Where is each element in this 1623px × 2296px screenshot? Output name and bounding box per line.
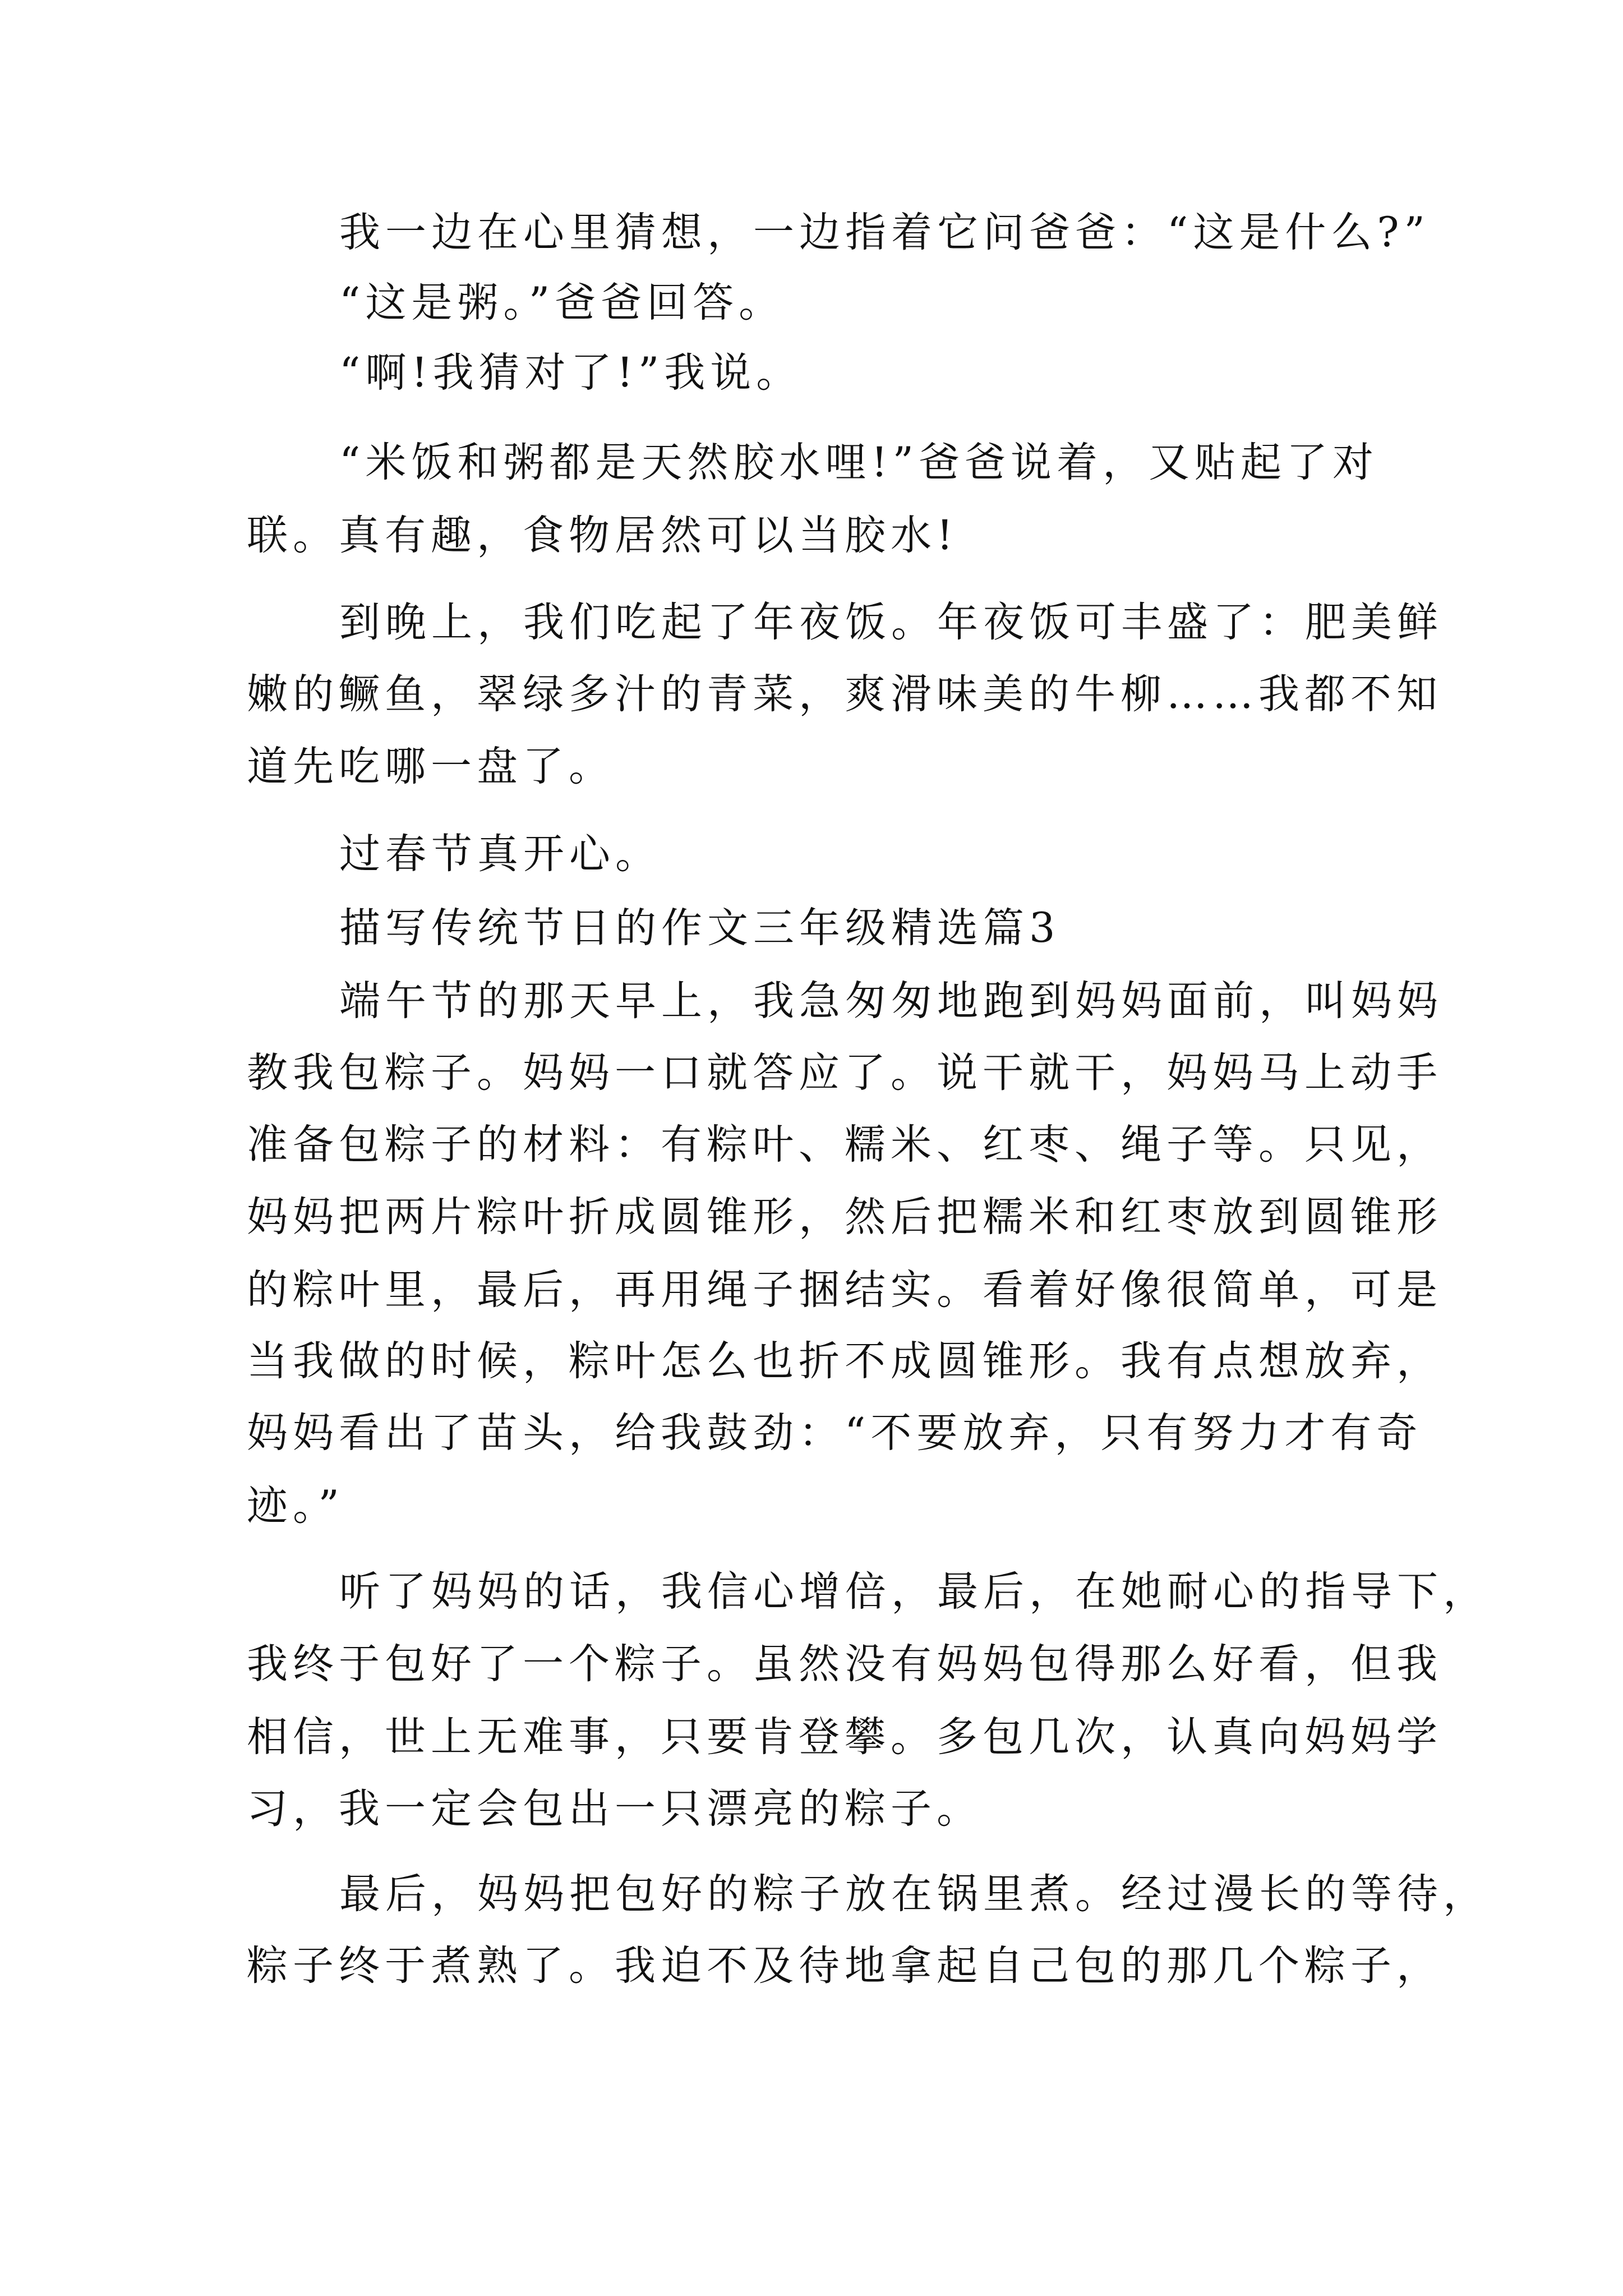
text-line: 准备包粽子的材料：有粽叶、糯米、红枣、绳子等。只见， [247,1121,1442,1168]
text-line: 到晚上，我们吃起了年夜饭。年夜饭可丰盛了：肥美鲜 [339,599,1443,646]
text-line: 联。真有趣，食物居然可以当胶水! [247,512,958,559]
text-line: 描写传统节日的作文三年级精选篇3 [339,904,1061,952]
text-line: “这是粥。”爸爸回答。 [339,279,785,326]
text-line: 当我做的时候，粽叶怎么也折不成圆锥形。我有点想放弃， [247,1337,1442,1385]
text-line: 嫩的鳜鱼，翠绿多汁的青菜，爽滑味美的牛柳……我都不知 [247,670,1442,718]
text-line: 习，我一定会包出一只漂亮的粽子。 [247,1785,983,1833]
text-line: 端午节的那天早上，我急匆匆地跑到妈妈面前，叫妈妈 [339,977,1443,1025]
text-line: 粽子终于煮熟了。我迫不及待地拿起自己包的那几个粽子， [247,1942,1442,1990]
text-line: 过春节真开心。 [339,830,661,878]
text-line: 听了妈妈的话，我信心增倍，最后，在她耐心的指导下， [339,1568,1489,1616]
text-line: “米饭和粥都是天然胶水哩!”爸爸说着，又贴起了对 [339,439,1378,486]
text-line: 我终于包好了一个粽子。虽然没有妈妈包得那么好看，但我 [247,1640,1442,1688]
text-line: 迹。” [247,1482,344,1530]
text-line: 道先吃哪一盘了。 [247,743,615,790]
text-line: 我一边在心里猜想，一边指着它问爸爸：“这是什么?” [339,209,1430,256]
text-line: 相信，世上无难事，只要肯登攀。多包几次，认真向妈妈学 [247,1713,1442,1761]
text-line: 妈妈看出了苗头，给我鼓劲：“不要放弃，只有努力才有奇 [247,1409,1423,1457]
text-line: 教我包粽子。妈妈一口就答应了。说干就干，妈妈马上动手 [247,1049,1442,1097]
text-line: 的粽叶里，最后，再用绳子捆结实。看着好像很简单，可是 [247,1266,1442,1314]
text-line: 最后，妈妈把包好的粽子放在锅里煮。经过漫长的等待， [339,1870,1489,1918]
text-line: “啊!我猜对了!”我说。 [339,349,803,397]
text-line: 妈妈把两片粽叶折成圆锥形，然后把糯米和红枣放到圆锥形 [247,1193,1442,1241]
